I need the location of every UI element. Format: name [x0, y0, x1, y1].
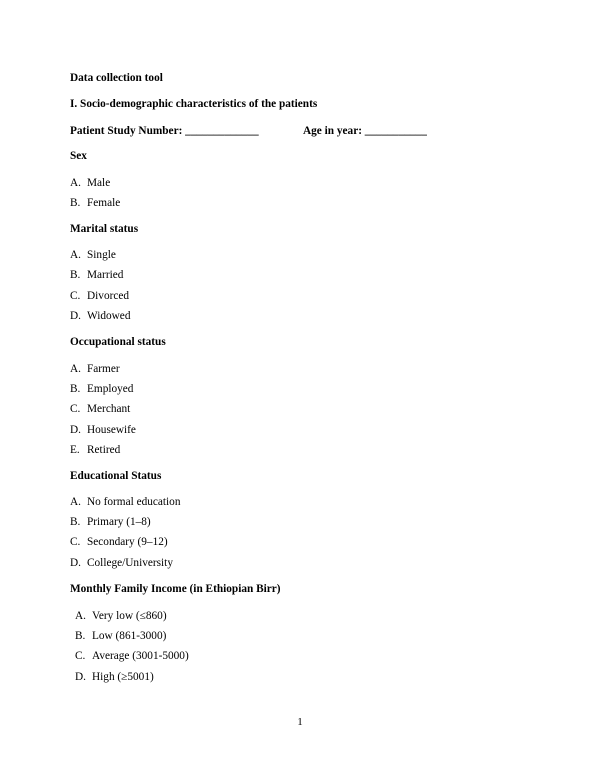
- option-text: Single: [87, 249, 116, 261]
- option-letter: A.: [70, 496, 81, 508]
- option-text: Low (861-3000): [92, 630, 167, 642]
- option-letter: D.: [70, 424, 81, 436]
- option-letter: A.: [75, 610, 86, 622]
- option-letter: C.: [70, 290, 81, 302]
- option-letter: E.: [70, 444, 80, 456]
- age-field: Age in year: ___________: [303, 125, 427, 137]
- option-text: Female: [87, 197, 121, 209]
- option-text: College/University: [87, 557, 173, 569]
- option-letter: D.: [70, 310, 81, 322]
- option-text: Married: [87, 269, 124, 281]
- option-letter: C.: [70, 403, 81, 415]
- education-option-a: [70, 495, 180, 509]
- marital-option-d: [70, 309, 130, 323]
- option-letter: D.: [75, 671, 86, 683]
- option-text: High (≥5001): [92, 671, 154, 683]
- option-text: Divorced: [87, 290, 130, 302]
- option-text: Average (3001-5000): [92, 650, 189, 662]
- occupation-option-d: [70, 423, 136, 437]
- document-title: Data collection tool: [70, 72, 163, 84]
- option-letter: B.: [75, 630, 86, 642]
- marital-option-a: [70, 248, 116, 262]
- marital-option-b: [70, 268, 123, 282]
- option-text: Merchant: [87, 403, 131, 415]
- option-letter: B.: [70, 197, 81, 209]
- option-text: Male: [87, 177, 111, 189]
- income-option-a: [75, 609, 167, 623]
- option-text: No formal education: [87, 496, 181, 508]
- option-letter: A.: [70, 249, 81, 261]
- income-heading: Monthly Family Income (in Ethiopian Birr): [70, 583, 281, 595]
- education-heading: Educational Status: [70, 470, 162, 482]
- option-text: Secondary (9–12): [87, 536, 168, 548]
- option-letter: A.: [70, 177, 81, 189]
- income-option-d: [75, 670, 154, 684]
- option-text: Farmer: [87, 363, 120, 375]
- option-letter: B.: [70, 383, 81, 395]
- occupation-option-c: [70, 402, 130, 416]
- patient-study-number-field: Patient Study Number: _____________: [70, 125, 259, 137]
- option-text: Retired: [87, 444, 121, 456]
- option-letter: C.: [75, 650, 86, 662]
- education-option-d: [70, 556, 173, 570]
- occupation-option-b: [70, 382, 133, 396]
- marital-heading: Marital status: [70, 223, 139, 235]
- option-letter: B.: [70, 269, 81, 281]
- option-letter: A.: [70, 363, 81, 375]
- sex-heading: Sex: [70, 150, 87, 162]
- option-text: Very low (≤860): [92, 610, 167, 622]
- option-text: Widowed: [87, 310, 131, 322]
- occupation-option-e: [70, 443, 120, 457]
- marital-option-c: [70, 289, 129, 303]
- sex-option-b: [70, 196, 120, 210]
- sex-option-a: [70, 176, 110, 190]
- option-text: Housewife: [87, 424, 136, 436]
- occupation-option-a: [70, 362, 120, 376]
- education-option-b: [70, 515, 151, 529]
- option-letter: B.: [70, 516, 81, 528]
- education-option-c: [70, 535, 168, 549]
- option-text: Primary (1–8): [87, 516, 151, 528]
- option-letter: D.: [70, 557, 81, 569]
- occupation-heading: Occupational status: [70, 336, 166, 348]
- section-title: I. Socio-demographic characteristics of the patients: [70, 98, 318, 110]
- option-text: Employed: [87, 383, 134, 395]
- option-letter: C.: [70, 536, 81, 548]
- income-option-b: [75, 629, 166, 643]
- page-number: 1: [297, 716, 303, 728]
- income-option-c: [75, 649, 189, 663]
